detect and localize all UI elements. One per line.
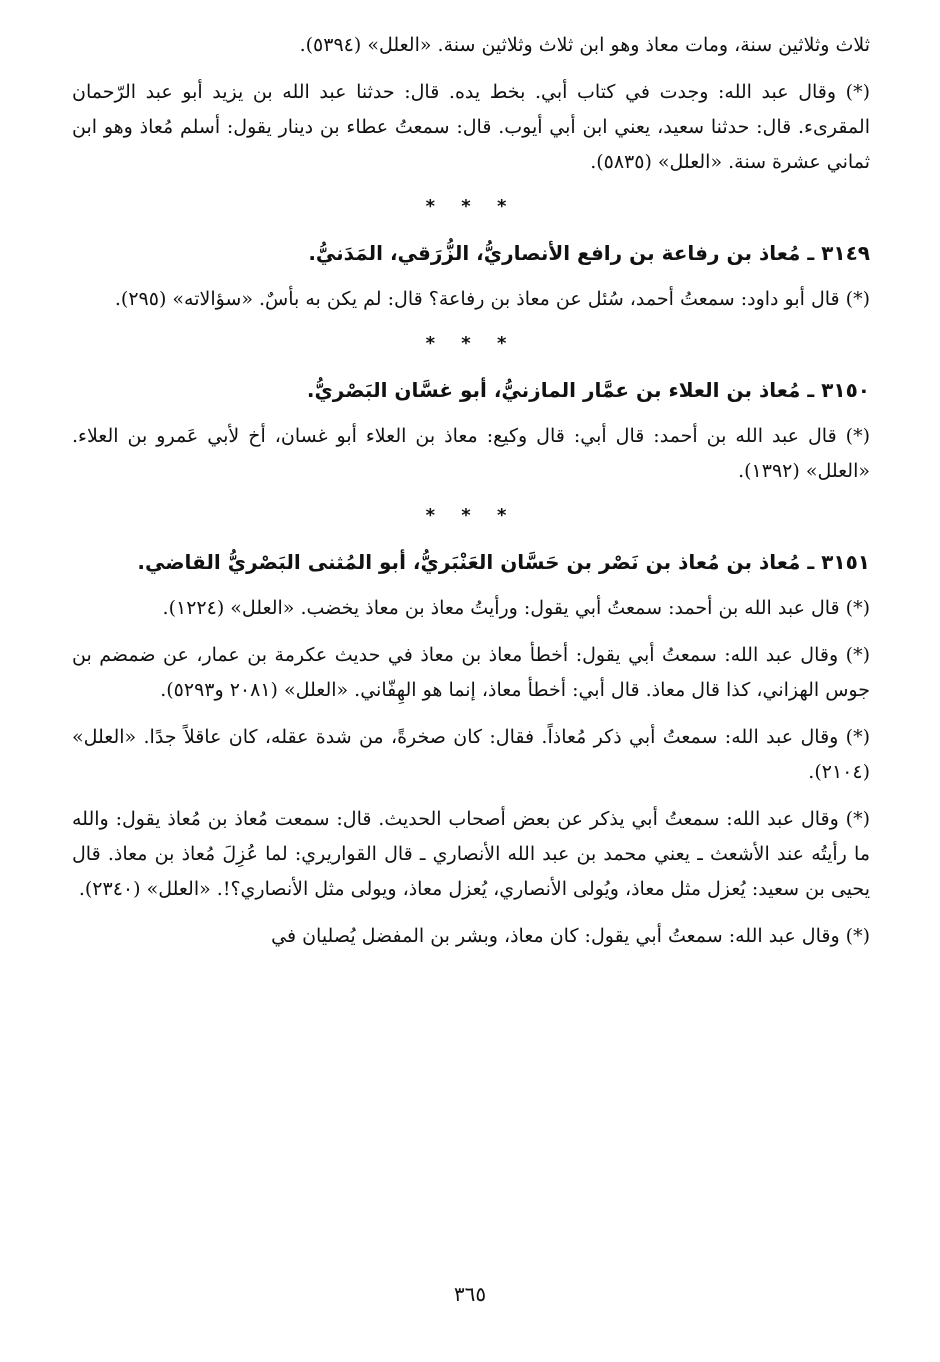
entry-heading-3150: ٣١٥٠ ـ مُعاذ بن العلاء بن عمَّار المازنيُّ، أبو غسَّان البَصْريُّ. [306,378,870,402]
narration-paragraph: (*) وقال عبد الله: سمعتُ أبي ذكر مُعاذاً. فقال: كان صخرةً، من شدة عقله، كان عاقلاً جدًا. «العلل» (٢١٠٤). [72,726,870,783]
entry-heading-3149: ٣١٤٩ ـ مُعاذ بن رفاعة بن رافع الأنصاريُّ، الزُّرَقي، المَدَنيُّ. [308,241,870,265]
narration-paragraph: (*) وقال عبد الله: سمعتُ أبي يذكر عن بعض أصحاب الحديث. قال: سمعت مُعاذ بن مُعاذ يقول: والله ما رأيتُه عند الأشعث ـ يعني محمد بن عبد الله الأنصاري ـ قال القواريري: لما عُزِلَ مُعاذ بن معاذ. قال يحيى بن سعيد: يُعزل مثل معاذ، ويُولى الأنصاري، يُعزل معاذ، ويولى مثل الأنصاري؟!. «العلل» (٢٣٤٠). [72,808,870,900]
page-body [72,28,870,1328]
page-number: ٣٦٥ [453,1282,487,1306]
narration-paragraph: (*) وقال عبد الله: سمعتُ أبي يقول: كان معاذ، وبشر بن المفضل يُصليان في [271,925,870,947]
narration-paragraph: (*) قال أبو داود: سمعتُ أحمد، سُئل عن معاذ بن رفاعة؟ قال: لم يكن به بأسٌ. «سؤالاته» (٢٩٥). [114,288,870,310]
section-divider: * * * [425,505,517,526]
narration-paragraph: (*) وقال عبد الله: سمعتُ أبي يقول: أخطأ معاذ بن معاذ في حديث عكرمة بن عمار، عن ضمضم بن جوس الهزاني، كذا قال معاذ. قال أبي: أخطأ معاذ، إنما هو الهِفّاني. «العلل» (٢٠٨١ و٥٢٩٣). [72,644,870,701]
section-divider: * * * [425,333,517,354]
narration-paragraph: (*) وقال عبد الله: وجدت في كتاب أبي. بخط يده. قال: حدثنا عبد الله بن يزيد أبو عبد الرّحمان المقرىء. قال: حدثنا سعيد، يعني ابن أبي أيوب. قال: سمعتُ عطاء بن دينار يقول: أسلم مُعاذ وهو ابن ثماني عشرة سنة. «العلل» (٥٨٣٥). [72,81,870,173]
narration-paragraph: (*) قال عبد الله بن أحمد: قال أبي: قال وكيع: معاذ بن العلاء أبو غسان، أخ لأبي عَمرو بن العلاء. «العلل» (١٣٩٢). [72,425,870,482]
narration-paragraph: (*) قال عبد الله بن أحمد: سمعتُ أبي يقول: ورأيتُ معاذ بن معاذ يخضب. «العلل» (١٢٢٤). [162,597,870,619]
section-divider: * * * [425,196,517,217]
continuation-paragraph: ثلاث وثلاثين سنة، ومات معاذ وهو ابن ثلاث وثلاثين سنة. «العلل» (٥٣٩٤). [299,34,870,56]
entry-heading-3151: ٣١٥١ ـ مُعاذ بن مُعاذ بن نَصْر بن حَسَّان العَنْبَريُّ، أبو المُثنى البَصْريُّ القاضي. [137,550,870,574]
